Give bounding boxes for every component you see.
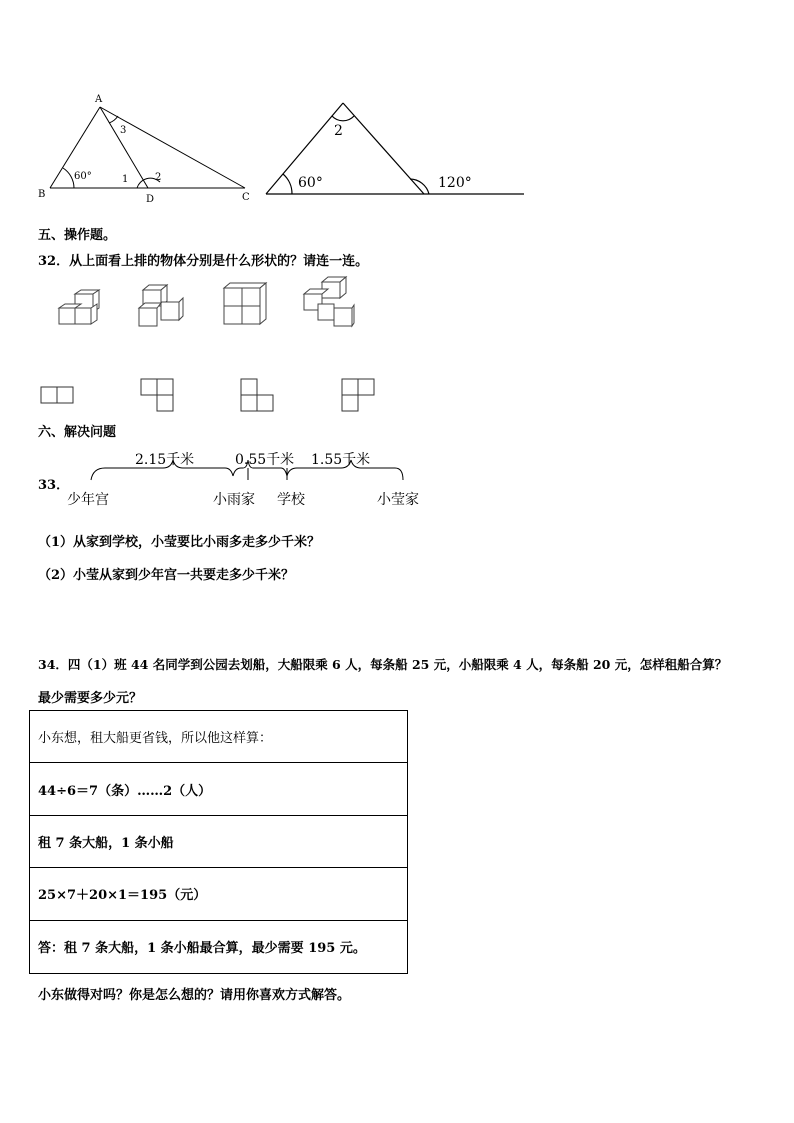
place-label-2: 小雨家 <box>213 492 255 508</box>
exterior-angle-figure <box>262 95 527 205</box>
distance-label-2: 0.55千米 <box>235 452 295 468</box>
question-33-part-1: （1）从家到学校，小莹要比小雨多走多少千米？ <box>38 535 321 550</box>
label-c: C <box>242 192 250 203</box>
cube-object-3 <box>220 282 270 328</box>
place-label-1: 少年宫 <box>67 492 109 508</box>
top-view-shape-3 <box>240 378 276 414</box>
distance-label-3: 1.55千米 <box>311 452 371 468</box>
angle-60-label: 60° <box>74 171 92 182</box>
table-row: 租 7 条大船，1 条小船 <box>30 816 407 868</box>
section-6-title: 六、解决问题 <box>38 425 117 440</box>
angle-3-label: 3 <box>120 125 127 136</box>
table-row: 44÷6＝7（条）……2（人） <box>30 763 407 815</box>
label-b: B <box>38 189 46 200</box>
question-33-number: 33． <box>38 478 70 493</box>
label-a: A <box>95 94 103 105</box>
top-view-shape-1 <box>40 385 76 405</box>
top-view-shape-4 <box>341 378 377 414</box>
angle-1-label: 1 <box>122 174 129 185</box>
question-34-line-2: 最少需要多少元？ <box>38 691 143 706</box>
question-32: 32．从上面看上排的物体分别是什么形状的？请连一连。 <box>38 254 369 269</box>
angle-120-label: 120° <box>438 175 472 191</box>
table-row: 小东想，租大船更省钱，所以他这样算： <box>30 711 407 763</box>
solution-table <box>29 710 408 974</box>
place-label-3: 学校 <box>277 492 305 508</box>
triangle-abcd-figure <box>30 90 260 210</box>
place-label-4: 小莹家 <box>377 492 419 508</box>
cube-object-1 <box>55 290 105 330</box>
cube-object-4 <box>300 276 356 330</box>
label-d: D <box>146 194 155 205</box>
angle-60-label: 60° <box>298 175 323 191</box>
angle-2-label: 2 <box>334 123 343 139</box>
top-view-shape-2 <box>140 378 176 414</box>
question-34-followup: 小东做得对吗？你是怎么想的？请用你喜欢方式解答。 <box>38 988 351 1003</box>
question-34-line-1: 34．四（1）班 44 名同学到公园去划船，大船限乘 6 人，每条船 25 元，小船限乘 4 人，每条船 20 元，怎样租船合算？ <box>38 657 728 672</box>
distance-label-1: 2.15千米 <box>135 452 195 468</box>
table-row: 25×7＋20×1＝195（元） <box>30 868 407 920</box>
question-33-part-2: （2）小莹从家到少年宫一共要走多少千米？ <box>38 568 295 583</box>
angle-2-label: 2 <box>155 172 162 183</box>
cube-object-2 <box>135 280 185 330</box>
table-row: 答：租 7 条大船，1 条小船最合算，最少需要 195 元。 <box>38 941 366 957</box>
section-5-title: 五、操作题。 <box>38 228 117 243</box>
distance-diagram <box>67 446 425 510</box>
